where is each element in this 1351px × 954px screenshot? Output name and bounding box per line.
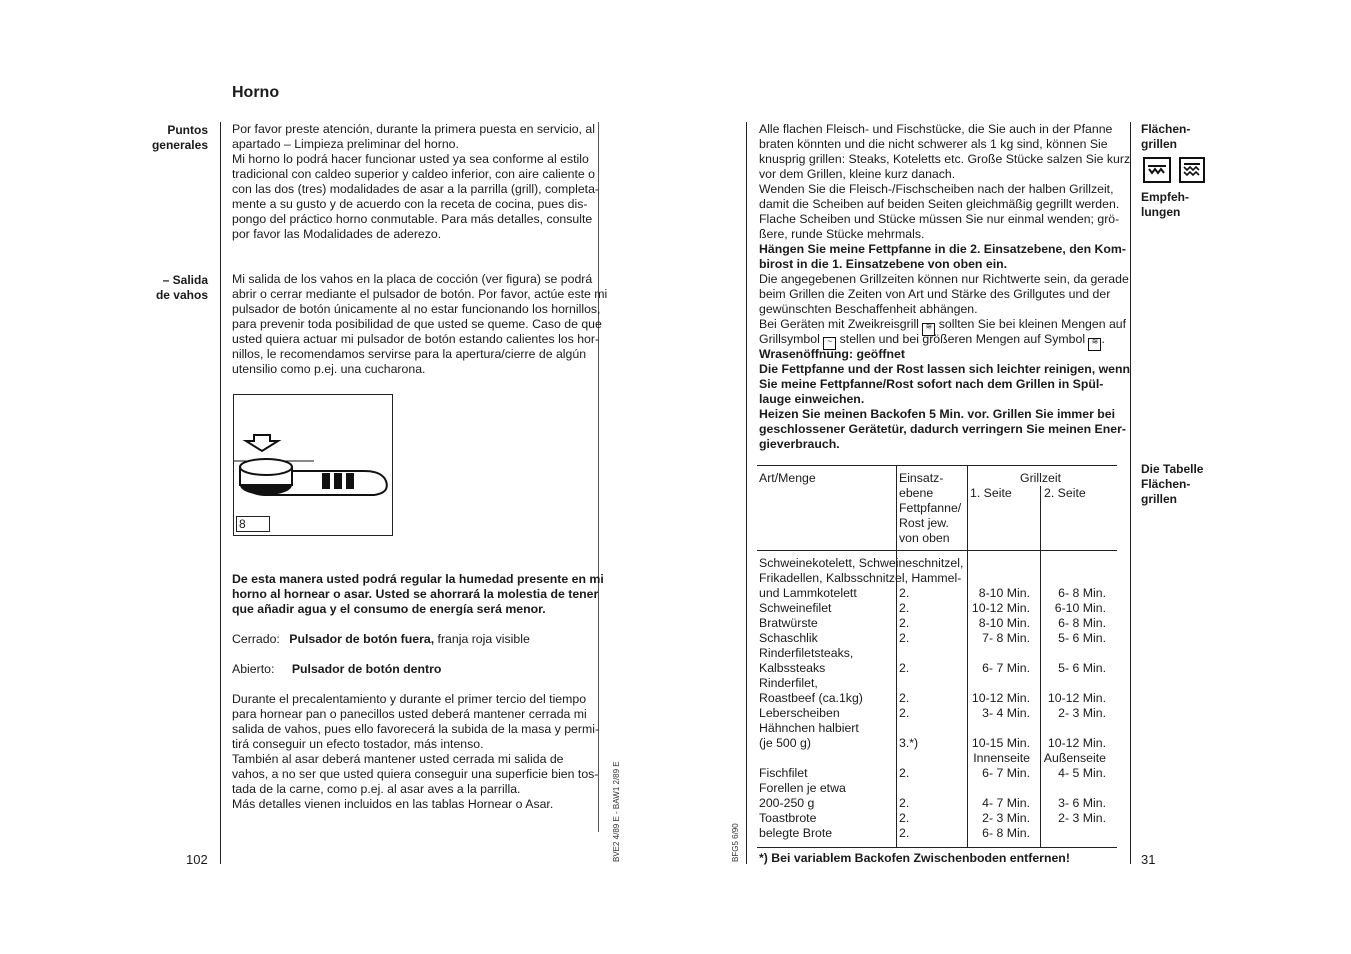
vapor-outlet-figure — [233, 394, 393, 536]
text-line: Die Fettpfanne und der Rost lassen sich leichter reinigen, wenn — [759, 362, 1131, 376]
table-cell-s1: 8-10 Min. — [978, 616, 1030, 630]
text-line: geschlossener Gerätetür, dadurch verringern Sie meinen Ener- — [759, 422, 1126, 436]
preheat-text — [232, 692, 599, 812]
grill-double-icon — [1179, 157, 1205, 183]
text-line: pongo del práctico horno conmutable. Para más detalles, consulte — [232, 212, 593, 226]
text-line: Por favor preste atención, durante la primera puesta en servicio, al — [232, 122, 595, 136]
table-cell-e: 2. — [899, 796, 910, 810]
text-line: Wrasenöffnung: geöffnet — [759, 347, 905, 361]
header-line: von oben — [899, 531, 950, 545]
table-cell-a: Schweinekotelett, Schweineschnitzel, — [759, 556, 964, 570]
figure-number: 8 — [236, 516, 270, 532]
table-cell-s1: 3- 4 Min. — [982, 706, 1030, 720]
text-line: Heizen Sie meinen Backofen 5 Min. vor. Grillen Sie immer bei — [759, 407, 1116, 421]
text-line: vor dem Grillen, kleine kurz danach. — [759, 167, 956, 181]
text-part: sollten Sie bei kleinen Mengen auf — [938, 317, 1127, 331]
side-line: – Salida — [162, 273, 208, 287]
text-line: knusprig grillen: Steaks, Koteletts etc. Große Stücke salzen Sie kurz — [759, 152, 1131, 166]
header-seite-1: 1. Seite — [970, 486, 1012, 500]
text-line: ßere, runde Stücke mehrmals. — [759, 227, 925, 241]
text-line: para hornear pan o panecillos usted deberá mantener cerrada mi — [232, 707, 587, 721]
table-cell-e: 2. — [899, 631, 910, 645]
side-heading-salida — [120, 273, 208, 303]
grill-single-inline-icon: ~ — [823, 337, 836, 350]
grill-bold-notes — [759, 347, 1130, 452]
table-cell-s2: 6- 8 Min. — [1058, 586, 1106, 600]
text-line: Flache Scheiben und Stücke müssen Sie nur einmal wenden; grö- — [759, 212, 1120, 226]
state-rest: franja roja visible — [437, 632, 530, 646]
table-cell-e: 2. — [899, 691, 910, 705]
table-cell-a: und Lammkotelett — [759, 586, 857, 600]
table-cell-s2: Außenseite — [1043, 751, 1106, 765]
left-margin-rule — [220, 122, 221, 864]
text-line: tradicional con caldeo superior y caldeo inferior, con aire caliente o — [232, 167, 595, 181]
state-bold: Pulsador de botón dentro — [291, 662, 442, 676]
text-line: utensilio como p.ej. una cucharona. — [232, 362, 426, 376]
table-cell-a: belegte Brote — [759, 826, 833, 840]
state-label: Cerrado: — [232, 632, 280, 646]
header-line: Fettpfanne/ — [899, 501, 962, 515]
table-cell-e: 2. — [899, 766, 910, 780]
page-title: Horno — [232, 84, 280, 101]
right-margin-rule — [1130, 122, 1131, 864]
header-einsatz — [899, 471, 961, 546]
side-heading-general — [120, 123, 208, 153]
header-art: Art/Menge — [759, 471, 816, 485]
table-bottom-rule — [757, 847, 1117, 848]
table-cell-s2: 10-12 Min. — [1047, 691, 1106, 705]
table-cell-a: Toastbrote — [759, 811, 817, 825]
text-line: braten könnten und die nicht schwerer als 1 kg sind, können Sie — [759, 137, 1108, 151]
text-line: nillos, le recomendamos servirse para la apertura/cierre de algún — [232, 347, 587, 361]
table-cell-s2: 10-12 Min. — [1047, 736, 1106, 750]
text-line: De esta manera usted podrá regular la humedad presente en mi — [232, 572, 604, 586]
side-line: Flächen- — [1141, 477, 1191, 491]
side-heading-empfeh — [1141, 190, 1189, 220]
grill-double-inline-icon: ≋ — [1088, 338, 1101, 351]
text-line: birost in die 1. Einsatzebene von oben ein. — [759, 257, 1008, 271]
table-cell-s1: 7- 8 Min. — [982, 631, 1030, 645]
table-col-rule-2 — [967, 465, 968, 847]
table-cell-s1: 10-12 Min. — [971, 691, 1030, 705]
table-cell-s2: 6- 8 Min. — [1058, 616, 1106, 630]
text-part: Bei Geräten mit Zweikreisgrill — [759, 317, 919, 331]
table-col-rule-3 — [1040, 486, 1041, 847]
table-cell-a: Fischfilet — [759, 766, 808, 780]
table-cell-s1: 2- 3 Min. — [982, 811, 1030, 825]
text-part: stellen und bei größeren Mengen auf Symbol — [839, 332, 1086, 346]
text-line: Sie meine Fettpfanne/Rost sofort nach dem Grillen in Spül- — [759, 377, 1104, 391]
text-line: que añadir agua y el consumo de energía será menor. — [232, 602, 546, 616]
text-line: salida de vahos, pues ello favorecerá la subida de la masa y permi- — [232, 722, 600, 736]
table-cell-a: Rinderfilet, — [759, 676, 818, 690]
text-line: tada de la carne, como p.ej. al asar aves a la parrilla. — [232, 782, 521, 796]
table-cell-a: Forellen je etwa — [759, 781, 846, 795]
side-line: Puntos — [167, 123, 208, 137]
table-header-rule — [757, 550, 1117, 551]
text-line: También al asar deberá mantener usted cerrada mi salida de — [232, 752, 564, 766]
table-cell-e: 2. — [899, 811, 910, 825]
table-cell-e: 2. — [899, 661, 910, 675]
text-line: Die angegebenen Grillzeiten können nur Richtwerte sein, da gerade — [759, 272, 1129, 286]
grill-double-inline-icon: ≋ — [922, 323, 935, 336]
text-line: abrir o cerrar mediante el pulsador de botón. Por favor, actúe este mi — [232, 287, 608, 301]
state-bold: Pulsador de botón fuera, — [289, 632, 435, 646]
side-line: grillen — [1141, 137, 1178, 151]
page-number-left: 102 — [186, 852, 208, 867]
open-state — [232, 662, 441, 677]
table-cell-s1: 4- 7 Min. — [982, 796, 1030, 810]
closed-state — [232, 632, 530, 647]
table-cell-s2: 2- 3 Min. — [1058, 706, 1106, 720]
text-line: usted quiera actuar mi pulsador de botón estando calientes los hor- — [232, 332, 600, 346]
header-seite-2: 2. Seite — [1044, 486, 1086, 500]
text-line: damit die Scheiben auf beiden Seiten gleichmäßig gegrillt werden. — [759, 197, 1120, 211]
text-line: para prevenir toda posibilidad de que usted se queme. Caso de que — [232, 317, 602, 331]
table-cell-s2: 6-10 Min. — [1054, 601, 1106, 615]
header-line: Rost jew. — [899, 516, 949, 530]
print-code-left: BVE2 4/89 E - BAW1 2/89 E — [612, 761, 621, 862]
text-part: Grillsymbol — [759, 332, 820, 346]
table-cell-a: Frikadellen, Kalbsschnitzel, Hammel- — [759, 571, 962, 585]
text-line: Hängen Sie meine Fettpfanne in die 2. Einsatzebene, den Kom- — [759, 242, 1126, 256]
side-heading-tabelle — [1141, 462, 1203, 507]
text-line: Mi horno lo podrá hacer funcionar usted ya sea conforme al estilo — [232, 152, 589, 166]
text-line: con las dos (tres) modalidades de asar a la parrilla (grill), completa- — [232, 182, 600, 196]
text-line: Durante el precalentamiento y durante el primer tercio del tiempo — [232, 692, 587, 706]
table-cell-s2: 4- 5 Min. — [1058, 766, 1106, 780]
table-cell-s1: 10-12 Min. — [971, 601, 1030, 615]
table-cell-s1: 8-10 Min. — [978, 586, 1030, 600]
general-text — [232, 122, 599, 242]
table-cell-s2: 2- 3 Min. — [1058, 811, 1106, 825]
header-grillzeit: Grillzeit — [1020, 471, 1061, 485]
text-line: Más detalles vienen incluidos en las tablas Hornear o Asar. — [232, 797, 554, 811]
side-line: lungen — [1141, 205, 1181, 219]
text-line: vahos, a no ser que usted quiera conseguir una superficie bien tos- — [232, 767, 599, 781]
table-cell-s2: 5- 6 Min. — [1058, 631, 1106, 645]
text-part: . — [1101, 332, 1105, 346]
humidity-note — [232, 572, 604, 617]
table-cell-e: 2. — [899, 616, 910, 630]
side-line: Die Tabelle — [1141, 462, 1204, 476]
print-code-right: BFG5 6/90 — [731, 823, 740, 862]
grill-single-icon — [1143, 157, 1171, 183]
text-line: beim Grillen die Zeiten von Art und Stärke des Grillgutes und der — [759, 287, 1111, 301]
table-cell-s1: 6- 7 Min. — [982, 766, 1030, 780]
text-line: horno al hornear o asar. Usted se ahorrará la molestia de tener — [232, 587, 599, 601]
table-cell-s1: 6- 7 Min. — [982, 661, 1030, 675]
right-left-rule — [746, 122, 747, 864]
text-line: tirá conseguir un efecto tostador, más intenso. — [232, 737, 484, 751]
table-cell-a: Bratwürste — [759, 616, 818, 630]
header-line: Einsatz- — [899, 471, 944, 485]
side-line: generales — [151, 138, 208, 152]
table-cell-e: 2. — [899, 601, 910, 615]
text-line: pulsador de botón únicamente al no estar funcionando los hornillos, — [232, 302, 601, 316]
table-cell-s2: 5- 6 Min. — [1058, 661, 1106, 675]
side-line: de vahos — [155, 288, 208, 302]
text-line: mente a su gusto y de acuerdo con la receta de cocina, pues dis- — [232, 197, 588, 211]
text-line: Alle flachen Fleisch- und Fischstücke, die Sie auch in der Pfanne — [759, 122, 1113, 136]
table-cell-e: 2. — [899, 826, 910, 840]
table-cell-e: 2. — [899, 706, 910, 720]
table-cell-s1: Innenseite — [973, 751, 1030, 765]
side-line: grillen — [1141, 492, 1178, 506]
table-cell-a: Schweinefilet — [759, 601, 832, 615]
text-line: Mi salida de los vahos en la placa de cocción (ver figura) se podrá — [232, 272, 593, 286]
table-footnote: *) Bei variablem Backofen Zwischenboden entfernen! — [759, 851, 1070, 865]
text-line: Wenden Sie die Fleisch-/Fischscheiben nach der halben Grillzeit, — [759, 182, 1114, 196]
table-cell-a: Hähnchen halbiert — [759, 721, 859, 735]
state-label: Abierto: — [232, 662, 275, 676]
table-cell-a: (je 500 g) — [759, 736, 811, 750]
table-cell-e: 2. — [899, 586, 910, 600]
text-line: apartado – Limpieza preliminar del horno. — [232, 137, 459, 151]
text-line: gewünschten Beschaffenheit abhängen. — [759, 302, 978, 316]
salida-text — [232, 272, 607, 377]
table-cell-a: 200-250 g — [759, 796, 815, 810]
header-line: ebene — [899, 486, 934, 500]
side-line: Empfeh- — [1141, 190, 1189, 204]
table-cell-s2: 3- 6 Min. — [1058, 796, 1106, 810]
table-cell-e: 3.*) — [899, 736, 919, 750]
text-line: por favor las Modalidades de aderezo. — [232, 227, 442, 241]
side-line: Flächen- — [1141, 122, 1191, 136]
table-cell-a: Roastbeef (ca.1kg) — [759, 691, 863, 705]
table-cell-a: Rinderfiletsteaks, — [759, 646, 854, 660]
table-cell-s1: 10-15 Min. — [971, 736, 1030, 750]
grill-intro-text — [759, 122, 1130, 317]
page-number-right: 31 — [1141, 852, 1156, 867]
table-cell-a: Kalbssteaks — [759, 661, 826, 675]
table-cell-a: Schaschlik — [759, 631, 818, 645]
table-cell-s1: 6- 8 Min. — [982, 826, 1030, 840]
table-top-rule — [757, 465, 1117, 466]
table-cell-a: Leberscheiben — [759, 706, 840, 720]
text-line: lauge einweichen. — [759, 392, 865, 406]
text-line: gieverbrauch. — [759, 437, 840, 451]
side-heading-flaechen — [1141, 122, 1190, 152]
